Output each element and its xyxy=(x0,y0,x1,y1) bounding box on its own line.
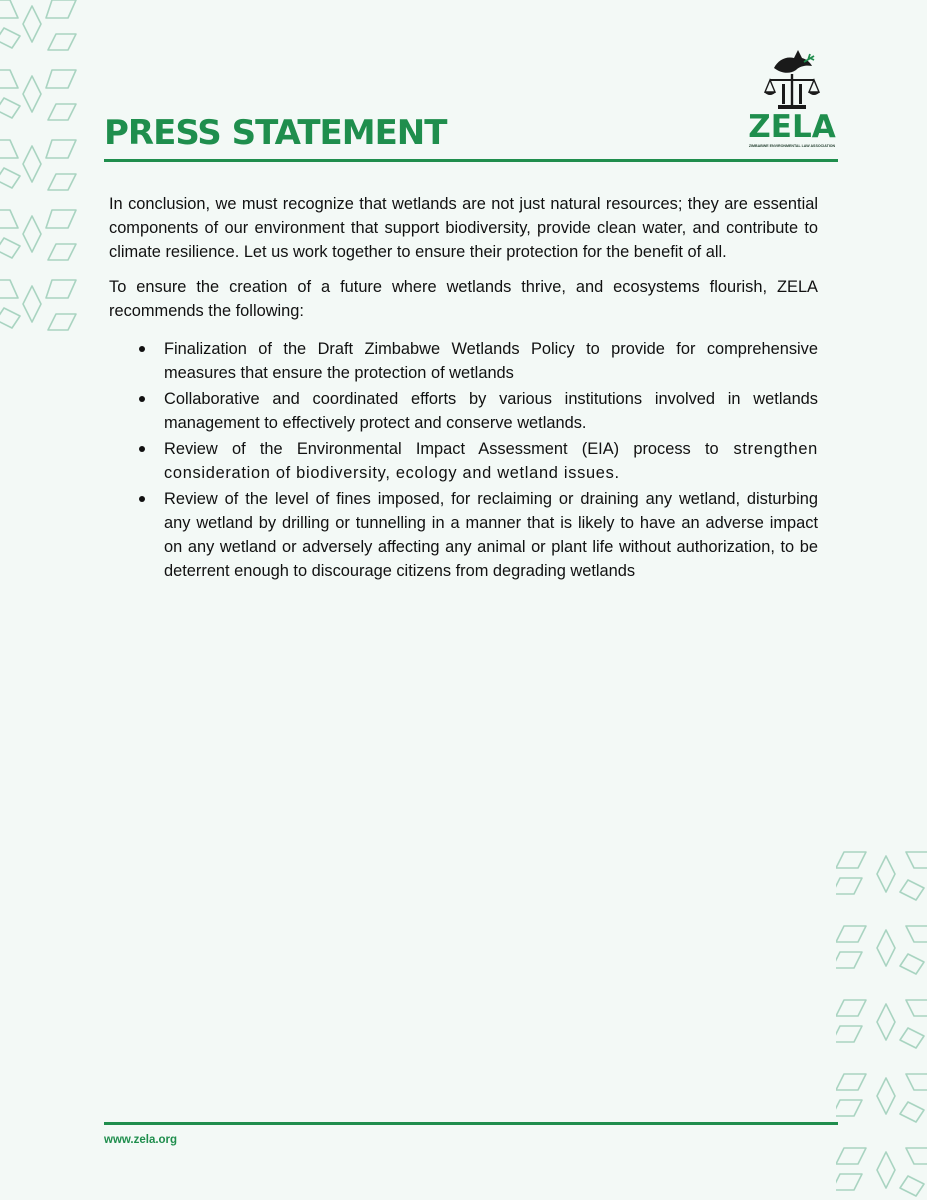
statement-body xyxy=(109,192,818,585)
zela-logo xyxy=(742,46,842,156)
dove-scales-logo-icon xyxy=(764,46,820,114)
bullet-icon xyxy=(139,346,145,352)
conclusion-paragraph: In conclusion, we must recognize that wetlands are not just natural resources; they are essential components of our environment that support biodiversity, provide clean water, and contribute to climate resilience. Let us work together to ensure their protection for the benefit of all. xyxy=(109,195,818,261)
decorative-pattern-left xyxy=(0,0,84,350)
bullet-icon xyxy=(139,496,145,502)
list-item-text-continued: strengthen consideration of biodiversity, ecology and wetland issues. xyxy=(164,440,818,482)
list-item-text: Collaborative and coordinated efforts by various institutions involved in wetlands management to effectively protect and conserve wetlands. xyxy=(164,390,818,432)
bullet-icon xyxy=(139,446,145,452)
list-item xyxy=(109,337,818,385)
recommendations-intro: To ensure the creation of a future where wetlands thrive, and ecosystems flourish, ZELA recommends the following: xyxy=(109,278,818,320)
page-title: PRESS STATEMENT xyxy=(104,113,447,153)
footer-divider xyxy=(104,1122,838,1125)
list-item xyxy=(109,487,818,583)
logo-wordmark: ZELA xyxy=(748,109,836,145)
logo-subtitle: ZIMBABWE ENVIRONMENTAL LAW ASSOCIATION xyxy=(748,144,836,148)
list-item xyxy=(109,387,818,435)
list-item xyxy=(109,437,818,485)
header-divider xyxy=(104,159,838,162)
website-link[interactable]: www.zela.org xyxy=(104,1134,178,1146)
list-item-text: Review of the level of fines imposed, for reclaiming or draining any wetland, disturbing any wetland by drilling or tunnelling in a manner that is likely to have an adverse impact on any wetland or adversely affecting any animal or plant life without authorization, to be deterrent enough to discourage citizens from degrading wetlands xyxy=(164,490,818,580)
recommendations-list xyxy=(109,337,818,583)
list-item-text: Review of the Environmental Impact Assessment (EIA) process to xyxy=(164,440,719,458)
list-item-text: Finalization of the Draft Zimbabwe Wetlands Policy to provide for comprehensive measures that ensure the protection of wetlands xyxy=(164,340,818,382)
bullet-icon xyxy=(139,396,145,402)
decorative-pattern-right xyxy=(836,848,927,1200)
